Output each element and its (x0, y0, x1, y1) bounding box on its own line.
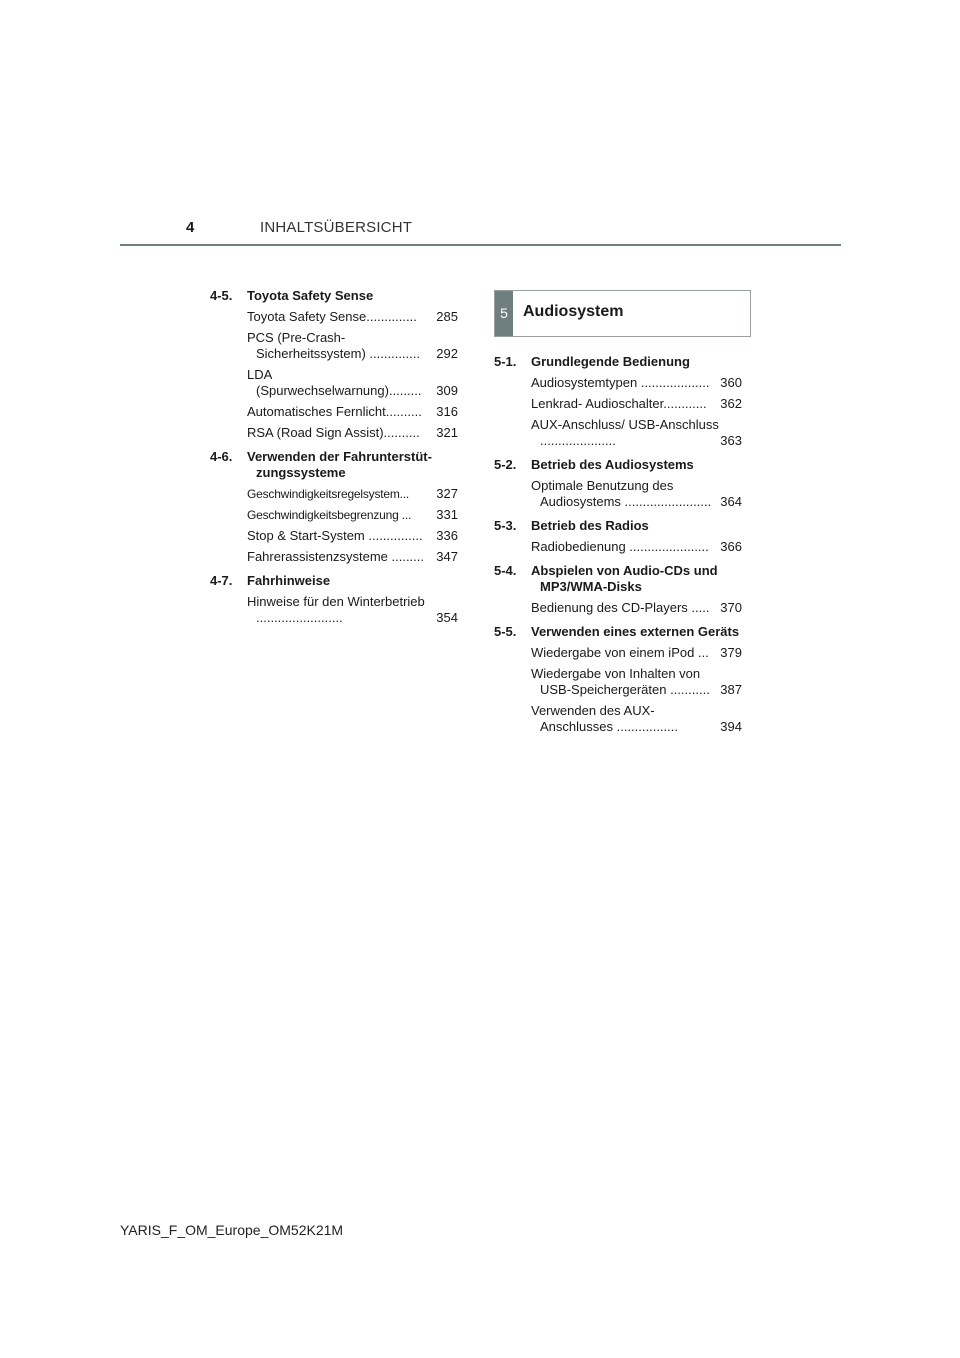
section-number: 5-2. (494, 457, 517, 472)
section-title: Betrieb des Audiosystems (531, 457, 694, 472)
entry-title: Optimale Benutzung des Audiosystems ........................ (531, 478, 712, 509)
chapter-heading[interactable] (494, 290, 751, 337)
toc-entry[interactable] (247, 425, 458, 441)
entry-page: 354 (436, 610, 458, 625)
toc-left-column (210, 288, 458, 626)
entry-page: 370 (720, 600, 742, 615)
section-number: 4-6. (210, 449, 233, 464)
entry-title: Hinweise für den Winterbetrieb ........................ (247, 594, 425, 625)
section-title: Grundlegende Bedienung (531, 354, 690, 369)
entry-title: RSA (Road Sign Assist).......... (247, 425, 420, 440)
entry-title: Geschwindigkeitsbegrenzung ... (247, 508, 412, 522)
toc-entry[interactable] (531, 396, 742, 412)
entry-page: 364 (720, 494, 742, 509)
toc-entry[interactable] (247, 404, 458, 420)
entry-title: Bedienung des CD-Players ..... (531, 600, 710, 615)
toc-section[interactable] (210, 288, 458, 304)
chapter-title: Audiosystem (523, 303, 624, 320)
section-number: 4-7. (210, 573, 233, 588)
entry-page: 387 (720, 682, 742, 697)
toc-section[interactable] (494, 624, 742, 640)
entry-title: Verwenden des AUX-Anschlusses ................. (531, 703, 678, 734)
entry-page: 309 (436, 383, 458, 398)
entry-page: 394 (720, 719, 742, 734)
entry-title: Lenkrad- Audioschalter............ (531, 396, 707, 411)
toc-entry[interactable] (247, 486, 458, 502)
entry-page: 379 (720, 645, 742, 660)
section-number: 5-5. (494, 624, 517, 639)
toc-entry[interactable] (247, 594, 458, 626)
section-title: Abspielen von Audio-CDs und MP3/WMA-Disks (531, 563, 718, 594)
page-number: 4 (186, 219, 195, 236)
toc-entry[interactable] (531, 600, 742, 616)
toc-entry[interactable] (531, 375, 742, 391)
entry-title: LDA (Spurwechselwarnung)......... (247, 367, 422, 398)
toc-entry[interactable] (531, 539, 742, 555)
toc-entry[interactable] (531, 478, 742, 510)
entry-title: Automatisches Fernlicht.......... (247, 404, 422, 419)
toc-section[interactable] (210, 573, 458, 589)
toc-section[interactable] (494, 518, 742, 534)
section-number: 5-3. (494, 518, 517, 533)
section-title: Verwenden eines externen Geräts (531, 624, 740, 639)
toc-entry[interactable] (531, 417, 742, 449)
toc-section[interactable] (210, 449, 458, 481)
entry-page: 336 (436, 528, 458, 543)
toc-entry[interactable] (247, 528, 458, 544)
entry-title: Geschwindigkeitsregelsystem... (247, 487, 410, 501)
toc-right-column (494, 354, 742, 735)
toc-entry[interactable] (247, 549, 458, 565)
entry-page: 363 (720, 433, 742, 448)
entry-title: Stop & Start-System ............... (247, 528, 423, 543)
toc-section[interactable] (494, 354, 742, 370)
chapter-number-tab: 5 (495, 291, 513, 336)
entry-title: AUX-Anschluss/ USB-Anschluss ..................... (531, 417, 719, 448)
toc-section[interactable] (494, 457, 742, 473)
page-title: INHALTSÜBERSICHT (260, 219, 413, 236)
entry-page: 347 (436, 549, 458, 564)
toc-entry[interactable] (247, 507, 458, 523)
entry-page: 366 (720, 539, 742, 554)
entry-title: Wiedergabe von Inhalten von USB-Speichergeräten ........... (531, 666, 710, 697)
entry-page: 327 (436, 486, 458, 501)
entry-page: 285 (436, 309, 458, 324)
section-title: Verwenden der Fahrunterstüt-zungssysteme (247, 449, 432, 480)
toc-entry[interactable] (531, 703, 742, 735)
toc-entry[interactable] (247, 309, 458, 325)
toc-entry[interactable] (247, 330, 458, 362)
section-title: Toyota Safety Sense (247, 288, 374, 303)
section-number: 5-1. (494, 354, 517, 369)
entry-page: 331 (436, 507, 458, 522)
section-title: Betrieb des Radios (531, 518, 649, 533)
section-title: Fahrhinweise (247, 573, 331, 588)
toc-entry[interactable] (531, 666, 742, 698)
section-number: 5-4. (494, 563, 517, 578)
entry-title: Audiosystemtypen ................... (531, 375, 710, 390)
entry-title: Radiobedienung ...................... (531, 539, 709, 554)
entry-title: Toyota Safety Sense.............. (247, 309, 417, 324)
entry-title: PCS (Pre-Crash-Sicherheitssystem) .............. (247, 330, 420, 361)
document-id: YARIS_F_OM_Europe_OM52K21M (120, 1222, 344, 1238)
toc-entry[interactable] (531, 645, 742, 661)
entry-page: 362 (720, 396, 742, 411)
toc-entry[interactable] (247, 367, 458, 399)
section-number: 4-5. (210, 288, 233, 303)
toc-section[interactable] (494, 563, 742, 595)
header-rule (120, 244, 841, 246)
entry-page: 316 (436, 404, 458, 419)
entry-page: 360 (720, 375, 742, 390)
entry-page: 321 (436, 425, 458, 440)
entry-title: Wiedergabe von einem iPod ... (531, 645, 709, 660)
entry-page: 292 (436, 346, 458, 361)
entry-title: Fahrerassistenzsysteme ......... (247, 549, 424, 564)
